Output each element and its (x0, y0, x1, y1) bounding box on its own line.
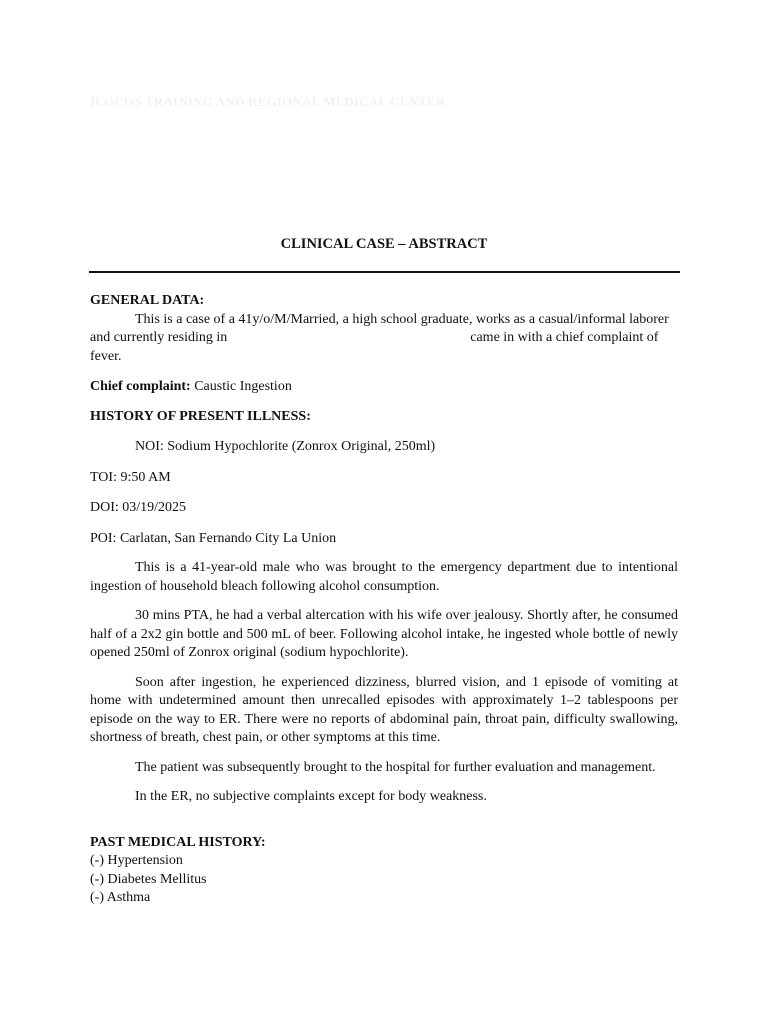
general-data-text-part2: came in with a chief complaint of fever. (90, 330, 659, 364)
chief-complaint (90, 378, 678, 397)
chief-complaint-label: Chief complaint: (90, 379, 191, 394)
general-data-heading: GENERAL DATA: (90, 293, 205, 308)
document-title: CLINICAL CASE – ABSTRACT (280, 236, 488, 252)
pmh-item: (-) Asthma (90, 890, 151, 905)
general-data-text (90, 311, 678, 367)
pmh-heading: PAST MEDICAL HISTORY: (90, 834, 266, 850)
hpi-paragraph: In the ER, no subjective complaints except for body weakness. (135, 789, 487, 804)
hpi-poi: POI: Carlatan, San Fernando City La Union (90, 530, 337, 546)
pmh-item: (-) Diabetes Mellitus (90, 871, 207, 887)
pmh-item: (-) Hypertension (90, 853, 183, 868)
hpi-noi: NOI: Sodium Hypochlorite (Zonrox Original, 250ml) (135, 439, 436, 454)
hpi-doi: DOI: 03/19/2025 (90, 500, 187, 515)
hpi-paragraph: Soon after ingestion, he experienced dizziness, blurred vision, and 1 episode of vomiting at home with undetermined amount then unrecalled episodes with approximately 1–2 tablespoons per episode on the way to ER. There were no reports of abdominal pain, throat pain, difficulty swallowing, shortness of breath, chest pain, or other symptoms at this time. (90, 674, 678, 745)
hpi-paragraph: This is a 41-year-old male who was brought to the emergency department due to intentional ingestion of household bleach following alcohol consumption. (90, 560, 678, 594)
hospital-watermark: ILOCOS TRAINING AND REGIONAL MEDICAL CENTER (90, 94, 446, 109)
hpi-paragraph: The patient was subsequently brought to the hospital for further evaluation and management. (135, 759, 656, 775)
general-data-text-part1: This is a case of a 41y/o/M/Married, a high school graduate, works as a casual/informal laborer and currently residing in (90, 311, 669, 345)
chief-complaint-value: Caustic Ingestion (194, 379, 292, 394)
title-divider (89, 271, 680, 273)
document-body (90, 292, 678, 908)
hpi-paragraph: 30 mins PTA, he had a verbal altercation with his wife over jealousy. Shortly after, he consumed half of a 2x2 gin bottle and 500 mL of beer. Following alcohol intake, he ingested whole bottle of newly opened 250ml of Zonrox original (sodium hypochlorite). (90, 608, 678, 660)
hpi-heading: HISTORY OF PRESENT ILLNESS: (90, 408, 311, 424)
hpi-toi: TOI: 9:50 AM (90, 469, 171, 485)
